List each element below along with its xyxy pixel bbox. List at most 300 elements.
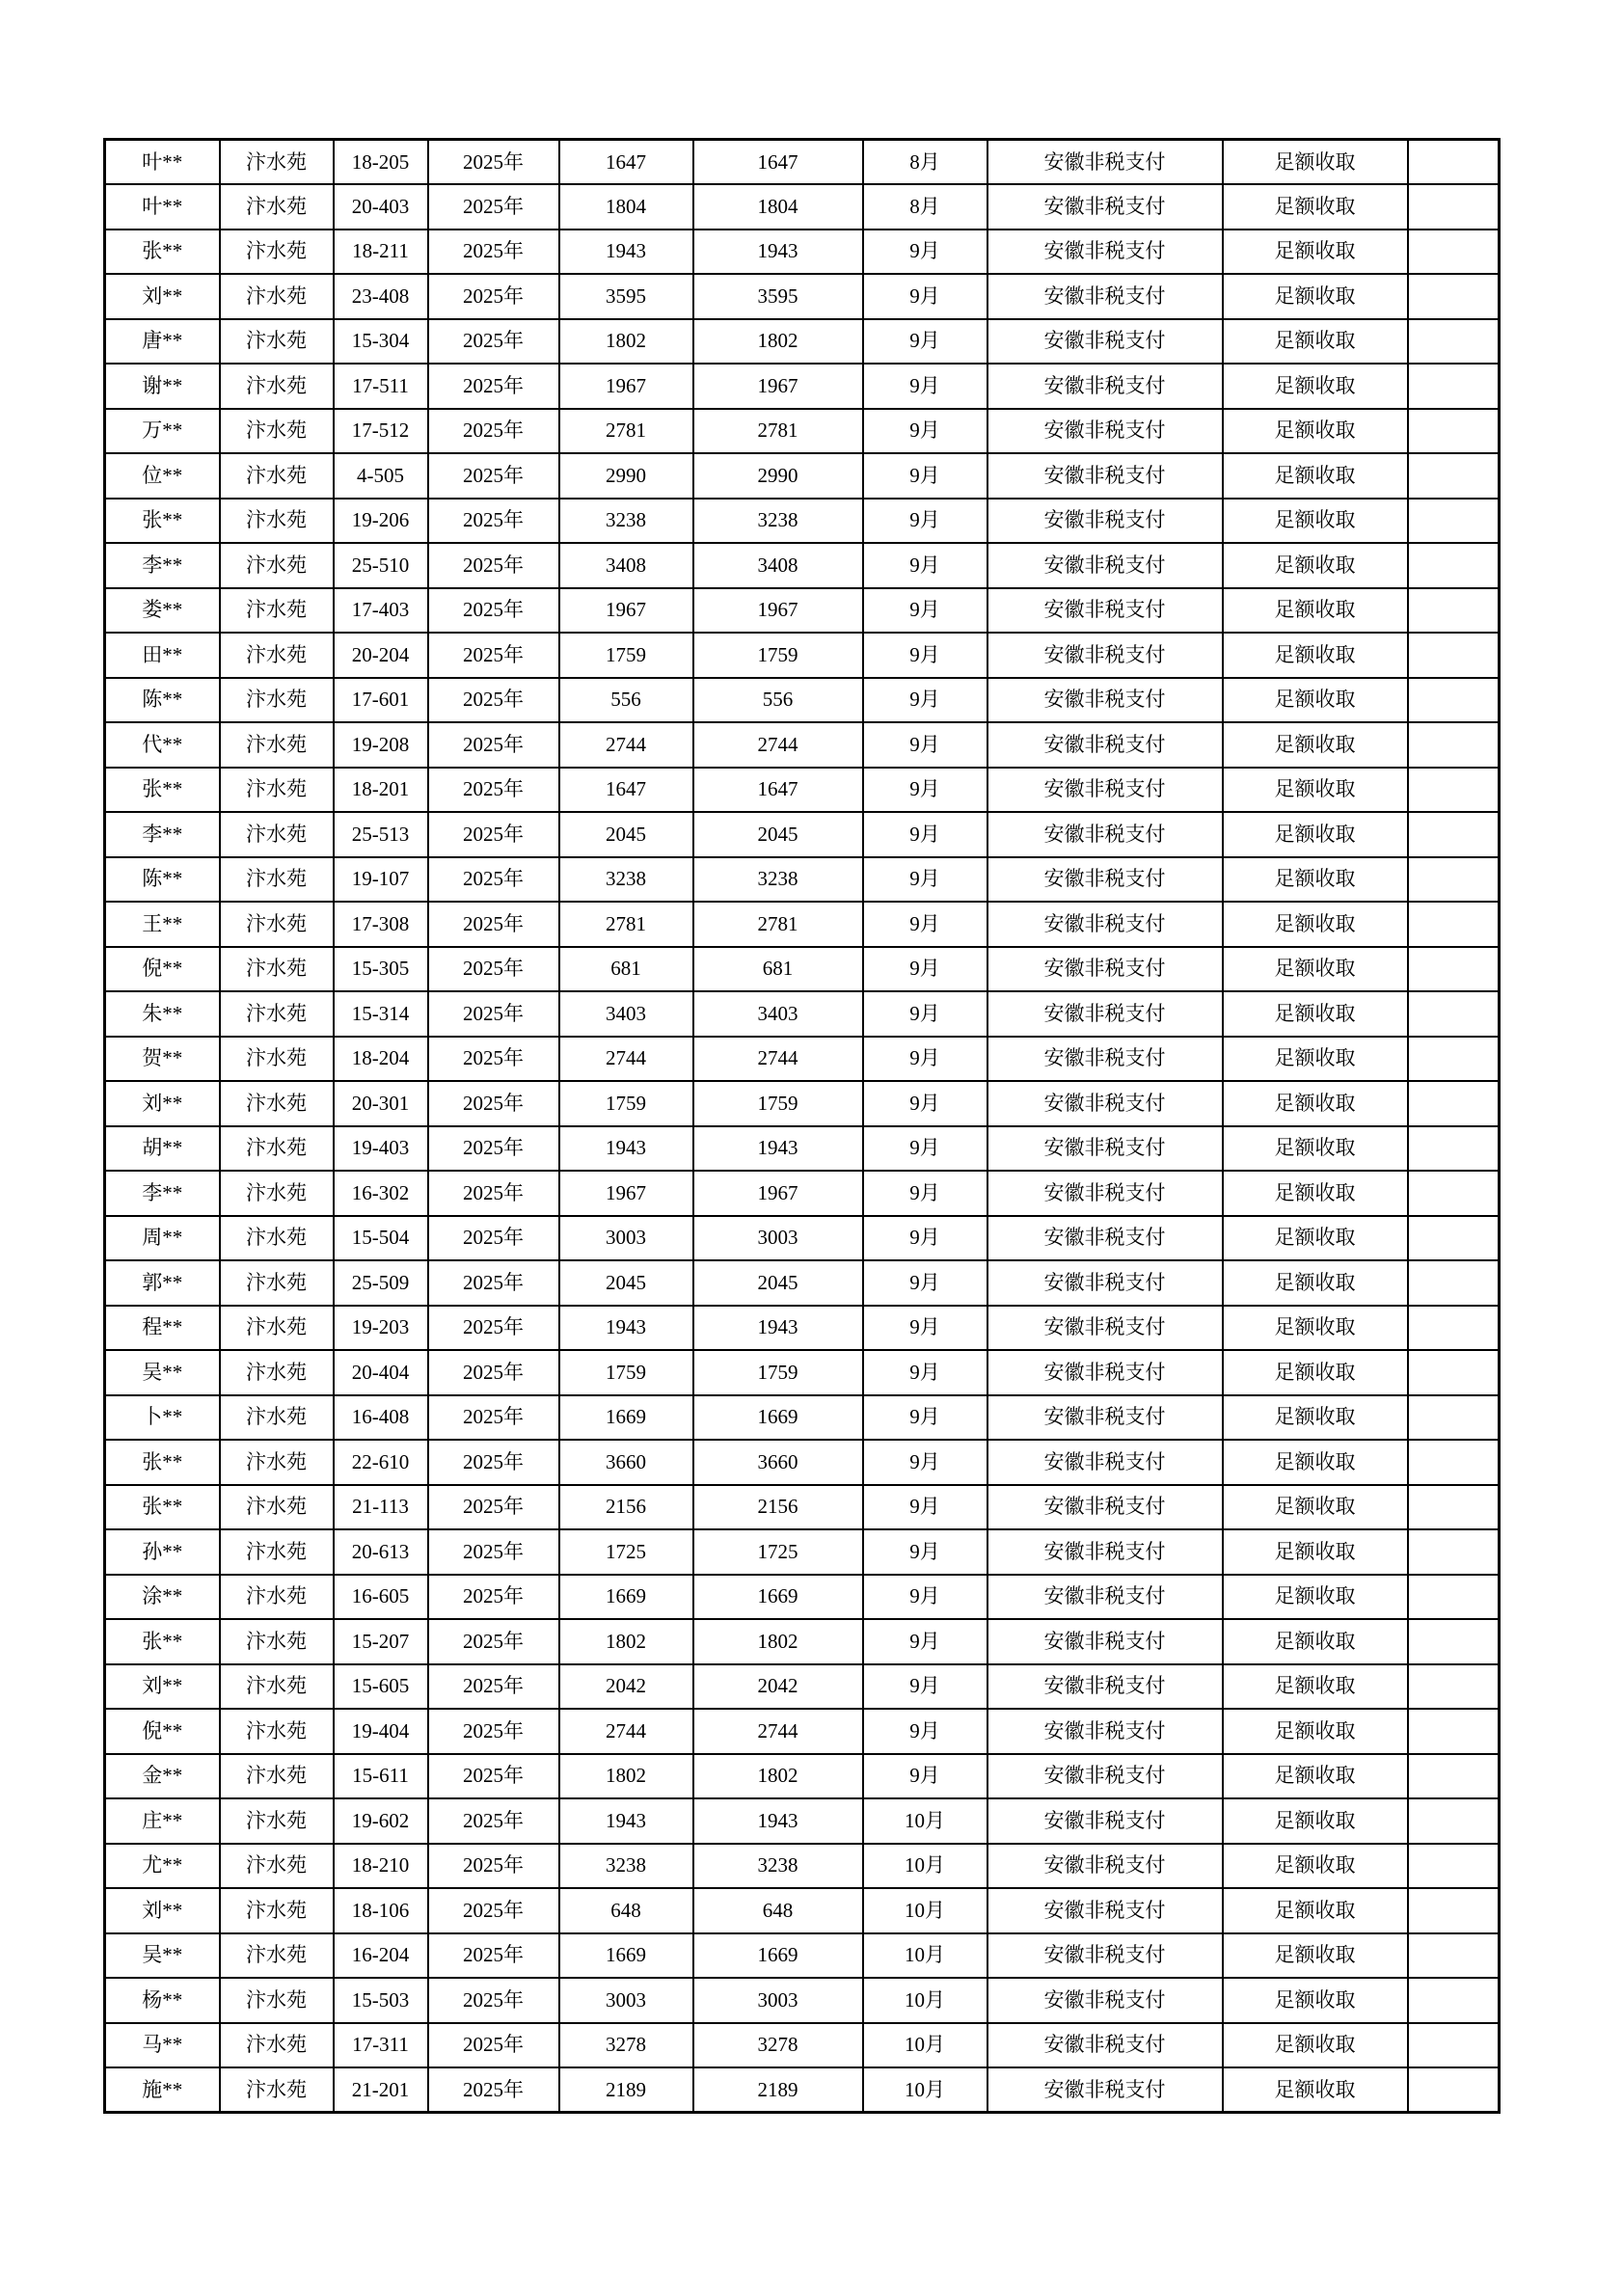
table-row (105, 274, 1500, 319)
cell-payment-channel: 安徽非税支付 (987, 902, 1223, 947)
cell-billing-month: 9月 (863, 1260, 987, 1306)
cell-remark (1408, 1844, 1500, 1889)
cell-billing-month: 9月 (863, 1440, 987, 1485)
cell-amount-received: 2045 (693, 1260, 863, 1306)
cell-amount-due: 2042 (559, 1664, 693, 1710)
cell-amount-received: 1725 (693, 1529, 863, 1575)
cell-amount-due: 1669 (559, 1933, 693, 1979)
cell-billing-year: 2025年 (428, 1709, 559, 1754)
cell-room-number: 23-408 (334, 274, 428, 319)
cell-remark (1408, 184, 1500, 230)
cell-billing-month: 10月 (863, 2067, 987, 2113)
cell-billing-month: 9月 (863, 1216, 987, 1261)
cell-community: 汴水苑 (220, 2067, 334, 2113)
cell-billing-year: 2025年 (428, 543, 559, 588)
cell-payment-channel: 安徽非税支付 (987, 1933, 1223, 1979)
cell-room-number: 19-206 (334, 499, 428, 544)
cell-community: 汴水苑 (220, 1978, 334, 2023)
cell-room-number: 18-106 (334, 1888, 428, 1933)
cell-remark (1408, 140, 1500, 185)
cell-collection-status: 足额收取 (1223, 947, 1408, 992)
cell-billing-year: 2025年 (428, 947, 559, 992)
cell-resident-name: 郭** (105, 1260, 220, 1306)
cell-amount-received: 1967 (693, 1171, 863, 1216)
cell-room-number: 15-611 (334, 1754, 428, 1799)
cell-amount-due: 2744 (559, 1709, 693, 1754)
table-row (105, 230, 1500, 275)
cell-room-number: 17-512 (334, 409, 428, 454)
cell-resident-name: 倪** (105, 1709, 220, 1754)
cell-resident-name: 李** (105, 543, 220, 588)
cell-amount-due: 1943 (559, 230, 693, 275)
cell-collection-status: 足额收取 (1223, 319, 1408, 365)
cell-community: 汴水苑 (220, 678, 334, 723)
table-row (105, 1126, 1500, 1172)
cell-billing-month: 9月 (863, 902, 987, 947)
cell-remark (1408, 1529, 1500, 1575)
cell-billing-year: 2025年 (428, 902, 559, 947)
cell-resident-name: 吴** (105, 1933, 220, 1979)
cell-resident-name: 李** (105, 812, 220, 857)
cell-billing-month: 9月 (863, 1171, 987, 1216)
cell-community: 汴水苑 (220, 1933, 334, 1979)
cell-resident-name: 庄** (105, 1798, 220, 1844)
cell-collection-status: 足额收取 (1223, 1306, 1408, 1351)
cell-billing-year: 2025年 (428, 1529, 559, 1575)
table-row (105, 1844, 1500, 1889)
cell-resident-name: 尤** (105, 1844, 220, 1889)
cell-amount-due: 2781 (559, 409, 693, 454)
table-row (105, 2067, 1500, 2113)
cell-room-number: 20-613 (334, 1529, 428, 1575)
cell-room-number: 17-403 (334, 588, 428, 634)
cell-billing-year: 2025年 (428, 1081, 559, 1126)
cell-collection-status: 足额收取 (1223, 1350, 1408, 1395)
cell-amount-received: 1943 (693, 1306, 863, 1351)
table-body (105, 140, 1500, 2113)
cell-room-number: 4-505 (334, 453, 428, 499)
cell-amount-received: 2781 (693, 902, 863, 947)
cell-collection-status: 足额收取 (1223, 1216, 1408, 1261)
cell-payment-channel: 安徽非税支付 (987, 453, 1223, 499)
cell-remark (1408, 364, 1500, 409)
cell-remark (1408, 499, 1500, 544)
cell-remark (1408, 230, 1500, 275)
cell-payment-channel: 安徽非税支付 (987, 1216, 1223, 1261)
cell-payment-channel: 安徽非税支付 (987, 1260, 1223, 1306)
cell-community: 汴水苑 (220, 1529, 334, 1575)
cell-payment-channel: 安徽非税支付 (987, 633, 1223, 678)
cell-amount-due: 681 (559, 947, 693, 992)
cell-billing-month: 9月 (863, 319, 987, 365)
cell-remark (1408, 1216, 1500, 1261)
cell-community: 汴水苑 (220, 364, 334, 409)
cell-collection-status: 足额收取 (1223, 812, 1408, 857)
cell-community: 汴水苑 (220, 857, 334, 903)
cell-amount-received: 2781 (693, 409, 863, 454)
table-row (105, 768, 1500, 813)
cell-room-number: 15-605 (334, 1664, 428, 1710)
cell-amount-received: 2744 (693, 1037, 863, 1082)
cell-amount-received: 3595 (693, 274, 863, 319)
cell-collection-status: 足额收取 (1223, 1709, 1408, 1754)
cell-resident-name: 叶** (105, 140, 220, 185)
cell-payment-channel: 安徽非税支付 (987, 140, 1223, 185)
cell-community: 汴水苑 (220, 1844, 334, 1889)
cell-payment-channel: 安徽非税支付 (987, 499, 1223, 544)
cell-room-number: 17-311 (334, 2023, 428, 2068)
table-row (105, 1171, 1500, 1216)
cell-community: 汴水苑 (220, 453, 334, 499)
cell-amount-due: 1804 (559, 184, 693, 230)
cell-payment-channel: 安徽非税支付 (987, 274, 1223, 319)
cell-remark (1408, 1664, 1500, 1710)
cell-billing-year: 2025年 (428, 274, 559, 319)
cell-collection-status: 足额收取 (1223, 364, 1408, 409)
cell-room-number: 18-204 (334, 1037, 428, 1082)
cell-resident-name: 马** (105, 2023, 220, 2068)
cell-resident-name: 刘** (105, 1081, 220, 1126)
cell-billing-month: 9月 (863, 274, 987, 319)
cell-resident-name: 刘** (105, 1888, 220, 1933)
cell-billing-month: 9月 (863, 991, 987, 1037)
cell-resident-name: 金** (105, 1754, 220, 1799)
cell-room-number: 19-602 (334, 1798, 428, 1844)
cell-room-number: 16-302 (334, 1171, 428, 1216)
cell-room-number: 25-510 (334, 543, 428, 588)
cell-billing-month: 9月 (863, 1709, 987, 1754)
cell-resident-name: 张** (105, 1619, 220, 1664)
table-row (105, 991, 1500, 1037)
cell-collection-status: 足额收取 (1223, 2067, 1408, 2113)
cell-collection-status: 足额收取 (1223, 1888, 1408, 1933)
cell-community: 汴水苑 (220, 1754, 334, 1799)
cell-collection-status: 足额收取 (1223, 140, 1408, 185)
cell-collection-status: 足额收取 (1223, 588, 1408, 634)
cell-billing-month: 9月 (863, 722, 987, 768)
cell-amount-due: 1759 (559, 633, 693, 678)
cell-payment-channel: 安徽非税支付 (987, 1126, 1223, 1172)
cell-amount-due: 1967 (559, 588, 693, 634)
cell-community: 汴水苑 (220, 1260, 334, 1306)
table-row (105, 1754, 1500, 1799)
cell-room-number: 18-211 (334, 230, 428, 275)
cell-payment-channel: 安徽非税支付 (987, 857, 1223, 903)
cell-amount-received: 1967 (693, 364, 863, 409)
table-row (105, 1081, 1500, 1126)
cell-billing-year: 2025年 (428, 1350, 559, 1395)
cell-resident-name: 张** (105, 1440, 220, 1485)
cell-payment-channel: 安徽非税支付 (987, 1171, 1223, 1216)
cell-amount-received: 1647 (693, 768, 863, 813)
cell-payment-channel: 安徽非税支付 (987, 1440, 1223, 1485)
cell-payment-channel: 安徽非税支付 (987, 588, 1223, 634)
cell-remark (1408, 1754, 1500, 1799)
cell-community: 汴水苑 (220, 1664, 334, 1710)
cell-billing-month: 10月 (863, 1933, 987, 1979)
cell-billing-month: 9月 (863, 543, 987, 588)
cell-payment-channel: 安徽非税支付 (987, 812, 1223, 857)
cell-community: 汴水苑 (220, 1037, 334, 1082)
cell-remark (1408, 2023, 1500, 2068)
cell-amount-due: 1802 (559, 1619, 693, 1664)
cell-remark (1408, 1260, 1500, 1306)
cell-collection-status: 足额收取 (1223, 768, 1408, 813)
cell-collection-status: 足额收取 (1223, 1171, 1408, 1216)
cell-resident-name: 娄** (105, 588, 220, 634)
cell-billing-year: 2025年 (428, 1395, 559, 1441)
cell-payment-channel: 安徽非税支付 (987, 947, 1223, 992)
cell-amount-received: 1967 (693, 588, 863, 634)
cell-community: 汴水苑 (220, 2023, 334, 2068)
table-row (105, 319, 1500, 365)
cell-collection-status: 足额收取 (1223, 1260, 1408, 1306)
cell-room-number: 17-601 (334, 678, 428, 723)
table-row (105, 1306, 1500, 1351)
cell-payment-channel: 安徽非税支付 (987, 1575, 1223, 1620)
cell-resident-name: 唐** (105, 319, 220, 365)
cell-billing-year: 2025年 (428, 1798, 559, 1844)
cell-resident-name: 朱** (105, 991, 220, 1037)
cell-room-number: 20-404 (334, 1350, 428, 1395)
cell-room-number: 19-107 (334, 857, 428, 903)
cell-amount-received: 2990 (693, 453, 863, 499)
table-row (105, 1709, 1500, 1754)
cell-amount-due: 2990 (559, 453, 693, 499)
cell-amount-received: 2744 (693, 1709, 863, 1754)
cell-room-number: 17-308 (334, 902, 428, 947)
cell-remark (1408, 1126, 1500, 1172)
table-row (105, 1216, 1500, 1261)
cell-billing-month: 9月 (863, 947, 987, 992)
table-row (105, 140, 1500, 185)
cell-remark (1408, 453, 1500, 499)
cell-community: 汴水苑 (220, 499, 334, 544)
cell-billing-year: 2025年 (428, 633, 559, 678)
cell-amount-received: 3403 (693, 991, 863, 1037)
cell-community: 汴水苑 (220, 768, 334, 813)
cell-amount-received: 1802 (693, 319, 863, 365)
cell-room-number: 19-404 (334, 1709, 428, 1754)
table-row (105, 1933, 1500, 1979)
cell-remark (1408, 1440, 1500, 1485)
cell-billing-month: 9月 (863, 1126, 987, 1172)
cell-billing-month: 10月 (863, 2023, 987, 2068)
cell-community: 汴水苑 (220, 274, 334, 319)
cell-payment-channel: 安徽非税支付 (987, 991, 1223, 1037)
cell-collection-status: 足额收取 (1223, 1529, 1408, 1575)
cell-remark (1408, 1485, 1500, 1530)
cell-collection-status: 足额收取 (1223, 1844, 1408, 1889)
cell-resident-name: 程** (105, 1306, 220, 1351)
cell-remark (1408, 768, 1500, 813)
cell-amount-received: 1943 (693, 230, 863, 275)
cell-billing-year: 2025年 (428, 678, 559, 723)
cell-room-number: 21-201 (334, 2067, 428, 2113)
cell-remark (1408, 1933, 1500, 1979)
cell-remark (1408, 902, 1500, 947)
cell-room-number: 16-408 (334, 1395, 428, 1441)
cell-amount-received: 1759 (693, 633, 863, 678)
cell-resident-name: 李** (105, 1171, 220, 1216)
cell-community: 汴水苑 (220, 1171, 334, 1216)
cell-amount-received: 1804 (693, 184, 863, 230)
payment-records-table (103, 138, 1501, 2114)
cell-collection-status: 足额收取 (1223, 1754, 1408, 1799)
cell-billing-year: 2025年 (428, 1171, 559, 1216)
cell-resident-name: 卜** (105, 1395, 220, 1441)
cell-collection-status: 足额收取 (1223, 722, 1408, 768)
cell-payment-channel: 安徽非税支付 (987, 722, 1223, 768)
cell-resident-name: 刘** (105, 274, 220, 319)
cell-remark (1408, 678, 1500, 723)
cell-resident-name: 张** (105, 768, 220, 813)
table-row (105, 902, 1500, 947)
cell-community: 汴水苑 (220, 1126, 334, 1172)
cell-amount-due: 1967 (559, 1171, 693, 1216)
cell-community: 汴水苑 (220, 1798, 334, 1844)
cell-amount-received: 556 (693, 678, 863, 723)
cell-amount-due: 1647 (559, 768, 693, 813)
cell-billing-year: 2025年 (428, 857, 559, 903)
cell-billing-year: 2025年 (428, 722, 559, 768)
cell-room-number: 22-610 (334, 1440, 428, 1485)
cell-amount-due: 2744 (559, 1037, 693, 1082)
cell-billing-year: 2025年 (428, 768, 559, 813)
cell-resident-name: 位** (105, 453, 220, 499)
cell-amount-received: 3238 (693, 499, 863, 544)
cell-community: 汴水苑 (220, 1619, 334, 1664)
cell-remark (1408, 1798, 1500, 1844)
cell-amount-due: 1669 (559, 1575, 693, 1620)
cell-collection-status: 足额收取 (1223, 499, 1408, 544)
cell-payment-channel: 安徽非税支付 (987, 1395, 1223, 1441)
cell-amount-received: 3660 (693, 1440, 863, 1485)
cell-payment-channel: 安徽非税支付 (987, 1844, 1223, 1889)
cell-resident-name: 田** (105, 633, 220, 678)
cell-resident-name: 陈** (105, 857, 220, 903)
cell-remark (1408, 991, 1500, 1037)
cell-amount-received: 3238 (693, 857, 863, 903)
cell-collection-status: 足额收取 (1223, 230, 1408, 275)
cell-resident-name: 施** (105, 2067, 220, 2113)
cell-amount-due: 1669 (559, 1395, 693, 1441)
cell-community: 汴水苑 (220, 409, 334, 454)
cell-resident-name: 杨** (105, 1978, 220, 2023)
cell-amount-due: 3408 (559, 543, 693, 588)
cell-resident-name: 吴** (105, 1350, 220, 1395)
cell-amount-due: 3595 (559, 274, 693, 319)
table-row (105, 1619, 1500, 1664)
cell-payment-channel: 安徽非税支付 (987, 678, 1223, 723)
cell-payment-channel: 安徽非税支付 (987, 1485, 1223, 1530)
cell-billing-year: 2025年 (428, 1754, 559, 1799)
cell-collection-status: 足额收取 (1223, 1485, 1408, 1530)
table-row (105, 364, 1500, 409)
cell-community: 汴水苑 (220, 319, 334, 365)
table-row (105, 1395, 1500, 1441)
cell-resident-name: 张** (105, 230, 220, 275)
cell-community: 汴水苑 (220, 140, 334, 185)
cell-billing-year: 2025年 (428, 1844, 559, 1889)
cell-amount-received: 1759 (693, 1081, 863, 1126)
cell-room-number: 15-304 (334, 319, 428, 365)
cell-room-number: 20-204 (334, 633, 428, 678)
cell-resident-name: 涂** (105, 1575, 220, 1620)
cell-amount-due: 556 (559, 678, 693, 723)
cell-billing-year: 2025年 (428, 1664, 559, 1710)
cell-remark (1408, 1350, 1500, 1395)
cell-room-number: 18-201 (334, 768, 428, 813)
cell-remark (1408, 1619, 1500, 1664)
cell-room-number: 19-208 (334, 722, 428, 768)
cell-billing-year: 2025年 (428, 1619, 559, 1664)
cell-collection-status: 足额收取 (1223, 2023, 1408, 2068)
cell-amount-due: 1802 (559, 319, 693, 365)
cell-room-number: 25-513 (334, 812, 428, 857)
cell-community: 汴水苑 (220, 812, 334, 857)
cell-room-number: 16-204 (334, 1933, 428, 1979)
cell-remark (1408, 409, 1500, 454)
cell-amount-due: 1802 (559, 1754, 693, 1799)
cell-remark (1408, 1171, 1500, 1216)
cell-billing-year: 2025年 (428, 230, 559, 275)
cell-billing-year: 2025年 (428, 1260, 559, 1306)
table-row (105, 947, 1500, 992)
cell-billing-year: 2025年 (428, 319, 559, 365)
table-row (105, 1888, 1500, 1933)
cell-room-number: 16-605 (334, 1575, 428, 1620)
cell-payment-channel: 安徽非税支付 (987, 1081, 1223, 1126)
cell-collection-status: 足额收取 (1223, 1664, 1408, 1710)
table-row (105, 1575, 1500, 1620)
cell-community: 汴水苑 (220, 947, 334, 992)
cell-billing-year: 2025年 (428, 1485, 559, 1530)
cell-remark (1408, 1306, 1500, 1351)
table-row (105, 588, 1500, 634)
cell-billing-year: 2025年 (428, 588, 559, 634)
table-row (105, 499, 1500, 544)
cell-billing-month: 9月 (863, 1081, 987, 1126)
cell-payment-channel: 安徽非税支付 (987, 1888, 1223, 1933)
cell-room-number: 19-203 (334, 1306, 428, 1351)
cell-collection-status: 足额收取 (1223, 678, 1408, 723)
cell-amount-due: 3278 (559, 2023, 693, 2068)
table-row (105, 633, 1500, 678)
cell-community: 汴水苑 (220, 1888, 334, 1933)
cell-collection-status: 足额收取 (1223, 1933, 1408, 1979)
cell-room-number: 20-301 (334, 1081, 428, 1126)
cell-payment-channel: 安徽非税支付 (987, 409, 1223, 454)
cell-billing-year: 2025年 (428, 409, 559, 454)
cell-billing-year: 2025年 (428, 2067, 559, 2113)
cell-billing-month: 9月 (863, 1350, 987, 1395)
cell-resident-name: 王** (105, 902, 220, 947)
cell-remark (1408, 722, 1500, 768)
cell-billing-month: 10月 (863, 1798, 987, 1844)
cell-payment-channel: 安徽非税支付 (987, 1619, 1223, 1664)
cell-billing-year: 2025年 (428, 1575, 559, 1620)
cell-billing-year: 2025年 (428, 364, 559, 409)
cell-billing-year: 2025年 (428, 991, 559, 1037)
cell-remark (1408, 1395, 1500, 1441)
table-row (105, 1350, 1500, 1395)
cell-payment-channel: 安徽非税支付 (987, 1529, 1223, 1575)
cell-remark (1408, 857, 1500, 903)
cell-remark (1408, 1978, 1500, 2023)
cell-community: 汴水苑 (220, 902, 334, 947)
cell-collection-status: 足额收取 (1223, 1440, 1408, 1485)
